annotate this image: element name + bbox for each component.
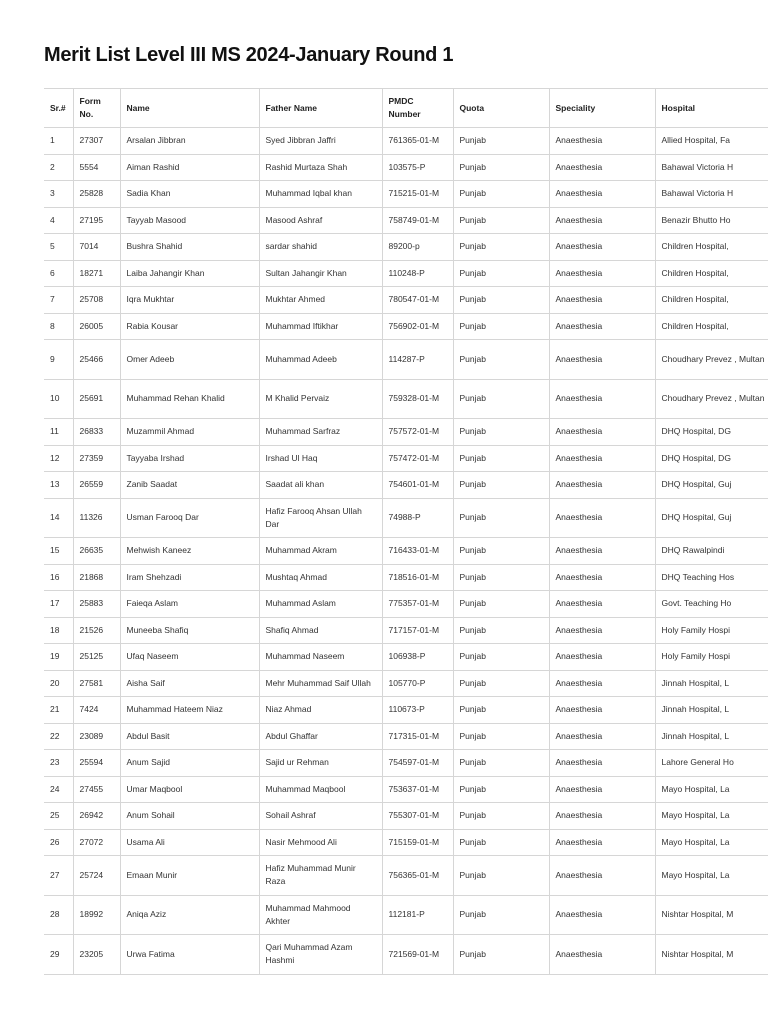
cell-pmdc-number: 105770-P <box>382 670 453 697</box>
cell-form-no: 7424 <box>73 697 120 724</box>
table-row <box>44 776 768 803</box>
table-row <box>44 856 768 896</box>
column-header-speciality: Speciality <box>549 89 655 128</box>
cell-name: Omer Adeeb <box>120 340 259 380</box>
cell-pmdc-number: 761365-01-M <box>382 128 453 155</box>
table-row <box>44 644 768 671</box>
cell-pmdc-number: 775357-01-M <box>382 591 453 618</box>
cell-form-no: 23205 <box>73 935 120 975</box>
cell-form-no: 25466 <box>73 340 120 380</box>
table-row <box>44 670 768 697</box>
cell-speciality: Anaesthesia <box>549 207 655 234</box>
cell-speciality: Anaesthesia <box>549 750 655 777</box>
cell-form-no: 25594 <box>73 750 120 777</box>
column-header-sr: Sr.# <box>44 89 73 128</box>
cell-hospital: Mayo Hospital, La <box>655 856 768 896</box>
cell-father-name: M Khalid Pervaiz <box>259 379 382 419</box>
cell-sr: 12 <box>44 445 73 472</box>
cell-form-no: 26833 <box>73 419 120 446</box>
cell-form-no: 25691 <box>73 379 120 419</box>
cell-hospital: DHQ Rawalpindi <box>655 538 768 565</box>
cell-name: Tayyab Masood <box>120 207 259 234</box>
table-row <box>44 697 768 724</box>
cell-form-no: 25883 <box>73 591 120 618</box>
cell-pmdc-number: 715159-01-M <box>382 829 453 856</box>
table-row <box>44 829 768 856</box>
cell-father-name: Muhammad Aslam <box>259 591 382 618</box>
cell-pmdc-number: 717157-01-M <box>382 617 453 644</box>
table-row <box>44 128 768 155</box>
cell-form-no: 27359 <box>73 445 120 472</box>
cell-quota: Punjab <box>453 234 549 261</box>
cell-father-name: Nasir Mehmood Ali <box>259 829 382 856</box>
cell-name: Usama Ali <box>120 829 259 856</box>
table-row <box>44 591 768 618</box>
cell-form-no: 27455 <box>73 776 120 803</box>
cell-sr: 9 <box>44 340 73 380</box>
cell-hospital: Bahawal Victoria H <box>655 154 768 181</box>
cell-hospital: Jinnah Hospital, L <box>655 723 768 750</box>
cell-quota: Punjab <box>453 803 549 830</box>
column-header-name: Name <box>120 89 259 128</box>
table-row <box>44 803 768 830</box>
cell-quota: Punjab <box>453 260 549 287</box>
cell-pmdc-number: 754597-01-M <box>382 750 453 777</box>
cell-name: Emaan Munir <box>120 856 259 896</box>
cell-hospital: Nishtar Hospital, M <box>655 935 768 975</box>
cell-father-name: Rashid Murtaza Shah <box>259 154 382 181</box>
cell-father-name: Muhammad Adeeb <box>259 340 382 380</box>
cell-speciality: Anaesthesia <box>549 829 655 856</box>
cell-pmdc-number: 106938-P <box>382 644 453 671</box>
cell-father-name: Irshad Ul Haq <box>259 445 382 472</box>
cell-speciality: Anaesthesia <box>549 591 655 618</box>
cell-hospital: Mayo Hospital, La <box>655 776 768 803</box>
cell-quota: Punjab <box>453 776 549 803</box>
cell-pmdc-number: 74988-P <box>382 498 453 538</box>
cell-sr: 26 <box>44 829 73 856</box>
cell-quota: Punjab <box>453 472 549 499</box>
cell-quota: Punjab <box>453 340 549 380</box>
cell-sr: 4 <box>44 207 73 234</box>
cell-father-name: Abdul Ghaffar <box>259 723 382 750</box>
column-header-form-no: Form No. <box>73 89 120 128</box>
cell-speciality: Anaesthesia <box>549 313 655 340</box>
cell-sr: 20 <box>44 670 73 697</box>
cell-speciality: Anaesthesia <box>549 538 655 565</box>
column-header-hospital: Hospital <box>655 89 768 128</box>
cell-pmdc-number: 758749-01-M <box>382 207 453 234</box>
cell-speciality: Anaesthesia <box>549 260 655 287</box>
cell-pmdc-number: 780547-01-M <box>382 287 453 314</box>
cell-father-name: Saadat ali khan <box>259 472 382 499</box>
cell-father-name: Shafiq Ahmad <box>259 617 382 644</box>
cell-form-no: 26559 <box>73 472 120 499</box>
cell-speciality: Anaesthesia <box>549 803 655 830</box>
cell-father-name: Sajid ur Rehman <box>259 750 382 777</box>
cell-father-name: Muhammad Naseem <box>259 644 382 671</box>
cell-pmdc-number: 718516-01-M <box>382 564 453 591</box>
cell-quota: Punjab <box>453 697 549 724</box>
cell-form-no: 18271 <box>73 260 120 287</box>
merit-list-table-container[interactable] <box>44 88 768 975</box>
cell-father-name: Muhammad Maqbool <box>259 776 382 803</box>
cell-sr: 19 <box>44 644 73 671</box>
cell-name: Iqra Mukhtar <box>120 287 259 314</box>
cell-speciality: Anaesthesia <box>549 644 655 671</box>
cell-speciality: Anaesthesia <box>549 697 655 724</box>
cell-father-name: sardar shahid <box>259 234 382 261</box>
cell-name: Zanib Saadat <box>120 472 259 499</box>
cell-pmdc-number: 757472-01-M <box>382 445 453 472</box>
cell-sr: 24 <box>44 776 73 803</box>
cell-sr: 22 <box>44 723 73 750</box>
cell-pmdc-number: 716433-01-M <box>382 538 453 565</box>
table-row <box>44 445 768 472</box>
cell-hospital: Govt. Teaching Ho <box>655 591 768 618</box>
cell-hospital: Holy Family Hospi <box>655 617 768 644</box>
cell-hospital: Choudhary Prevez , Multan <box>655 379 768 419</box>
table-row <box>44 207 768 234</box>
cell-speciality: Anaesthesia <box>549 776 655 803</box>
cell-pmdc-number: 757572-01-M <box>382 419 453 446</box>
cell-hospital: DHQ Hospital, Guj <box>655 472 768 499</box>
table-row <box>44 340 768 380</box>
cell-hospital: Children Hospital, <box>655 234 768 261</box>
cell-form-no: 27307 <box>73 128 120 155</box>
cell-quota: Punjab <box>453 670 549 697</box>
cell-pmdc-number: 753637-01-M <box>382 776 453 803</box>
cell-hospital: Jinnah Hospital, L <box>655 697 768 724</box>
cell-quota: Punjab <box>453 895 549 935</box>
cell-sr: 1 <box>44 128 73 155</box>
cell-sr: 11 <box>44 419 73 446</box>
cell-name: Aniqa Aziz <box>120 895 259 935</box>
cell-form-no: 18992 <box>73 895 120 935</box>
cell-sr: 29 <box>44 935 73 975</box>
cell-hospital: Nishtar Hospital, M <box>655 895 768 935</box>
cell-name: Iram Shehzadi <box>120 564 259 591</box>
page-title: Merit List Level III MS 2024-January Round 1 <box>44 44 454 66</box>
cell-form-no: 26942 <box>73 803 120 830</box>
cell-quota: Punjab <box>453 564 549 591</box>
cell-quota: Punjab <box>453 128 549 155</box>
cell-form-no: 25828 <box>73 181 120 208</box>
cell-sr: 17 <box>44 591 73 618</box>
cell-father-name: Qari Muhammad Azam Hashmi <box>259 935 382 975</box>
cell-hospital: DHQ Hospital, Guj <box>655 498 768 538</box>
cell-pmdc-number: 754601-01-M <box>382 472 453 499</box>
cell-name: Rabia Kousar <box>120 313 259 340</box>
cell-speciality: Anaesthesia <box>549 935 655 975</box>
cell-sr: 8 <box>44 313 73 340</box>
cell-name: Laiba Jahangir Khan <box>120 260 259 287</box>
table-header-row <box>44 89 768 128</box>
column-header-pmdc-number: PMDC Number <box>382 89 453 128</box>
cell-quota: Punjab <box>453 419 549 446</box>
cell-name: Aisha Saif <box>120 670 259 697</box>
cell-hospital: Bahawal Victoria H <box>655 181 768 208</box>
cell-form-no: 23089 <box>73 723 120 750</box>
cell-father-name: Syed Jibbran Jaffri <box>259 128 382 155</box>
cell-speciality: Anaesthesia <box>549 181 655 208</box>
cell-form-no: 27581 <box>73 670 120 697</box>
cell-pmdc-number: 114287-P <box>382 340 453 380</box>
cell-sr: 3 <box>44 181 73 208</box>
cell-quota: Punjab <box>453 181 549 208</box>
cell-quota: Punjab <box>453 723 549 750</box>
table-row <box>44 154 768 181</box>
table-row <box>44 419 768 446</box>
table-body <box>44 128 768 975</box>
cell-name: Aiman Rashid <box>120 154 259 181</box>
cell-quota: Punjab <box>453 313 549 340</box>
table-row <box>44 723 768 750</box>
cell-sr: 16 <box>44 564 73 591</box>
cell-pmdc-number: 715215-01-M <box>382 181 453 208</box>
table-row <box>44 472 768 499</box>
cell-sr: 28 <box>44 895 73 935</box>
cell-father-name: Hafiz Muhammad Munir Raza <box>259 856 382 896</box>
table-row <box>44 313 768 340</box>
cell-form-no: 7014 <box>73 234 120 261</box>
table-row <box>44 260 768 287</box>
merit-list-table <box>44 88 768 975</box>
cell-father-name: Muhammad Iftikhar <box>259 313 382 340</box>
cell-father-name: Mushtaq Ahmad <box>259 564 382 591</box>
cell-pmdc-number: 756902-01-M <box>382 313 453 340</box>
table-row <box>44 564 768 591</box>
table-row <box>44 538 768 565</box>
cell-speciality: Anaesthesia <box>549 895 655 935</box>
cell-name: Ufaq Naseem <box>120 644 259 671</box>
cell-father-name: Muhammad Iqbal khan <box>259 181 382 208</box>
cell-quota: Punjab <box>453 644 549 671</box>
cell-speciality: Anaesthesia <box>549 445 655 472</box>
cell-hospital: Benazir Bhutto Ho <box>655 207 768 234</box>
cell-sr: 14 <box>44 498 73 538</box>
cell-name: Anum Sohail <box>120 803 259 830</box>
cell-father-name: Sohail Ashraf <box>259 803 382 830</box>
cell-form-no: 26005 <box>73 313 120 340</box>
cell-sr: 5 <box>44 234 73 261</box>
cell-speciality: Anaesthesia <box>549 472 655 499</box>
cell-hospital: Lahore General Ho <box>655 750 768 777</box>
cell-name: Tayyaba Irshad <box>120 445 259 472</box>
cell-sr: 6 <box>44 260 73 287</box>
cell-name: Muhammad Rehan Khalid <box>120 379 259 419</box>
cell-sr: 2 <box>44 154 73 181</box>
cell-pmdc-number: 110248-P <box>382 260 453 287</box>
cell-speciality: Anaesthesia <box>549 670 655 697</box>
cell-sr: 25 <box>44 803 73 830</box>
cell-hospital: DHQ Hospital, DG <box>655 445 768 472</box>
cell-quota: Punjab <box>453 750 549 777</box>
cell-quota: Punjab <box>453 207 549 234</box>
cell-hospital: Mayo Hospital, La <box>655 803 768 830</box>
cell-father-name: Hafiz Farooq Ahsan Ullah Dar <box>259 498 382 538</box>
cell-pmdc-number: 717315-01-M <box>382 723 453 750</box>
cell-quota: Punjab <box>453 154 549 181</box>
cell-name: Faieqa Aslam <box>120 591 259 618</box>
cell-name: Muhammad Hateem Niaz <box>120 697 259 724</box>
cell-name: Abdul Basit <box>120 723 259 750</box>
cell-sr: 13 <box>44 472 73 499</box>
cell-name: Muzammil Ahmad <box>120 419 259 446</box>
cell-sr: 23 <box>44 750 73 777</box>
cell-hospital: DHQ Teaching Hos <box>655 564 768 591</box>
cell-form-no: 25724 <box>73 856 120 896</box>
cell-form-no: 21868 <box>73 564 120 591</box>
cell-quota: Punjab <box>453 829 549 856</box>
cell-speciality: Anaesthesia <box>549 856 655 896</box>
cell-hospital: Choudhary Prevez , Multan <box>655 340 768 380</box>
cell-hospital: Children Hospital, <box>655 287 768 314</box>
cell-form-no: 5554 <box>73 154 120 181</box>
cell-pmdc-number: 89200-p <box>382 234 453 261</box>
table-row <box>44 498 768 538</box>
cell-form-no: 27072 <box>73 829 120 856</box>
cell-hospital: Allied Hospital, Fa <box>655 128 768 155</box>
cell-hospital: Holy Family Hospi <box>655 644 768 671</box>
cell-speciality: Anaesthesia <box>549 564 655 591</box>
cell-speciality: Anaesthesia <box>549 340 655 380</box>
cell-name: Mehwish Kaneez <box>120 538 259 565</box>
cell-name: Anum Sajid <box>120 750 259 777</box>
table-row <box>44 379 768 419</box>
cell-quota: Punjab <box>453 498 549 538</box>
table-row <box>44 181 768 208</box>
cell-speciality: Anaesthesia <box>549 379 655 419</box>
cell-form-no: 26635 <box>73 538 120 565</box>
cell-form-no: 27195 <box>73 207 120 234</box>
column-header-father-name: Father Name <box>259 89 382 128</box>
cell-quota: Punjab <box>453 935 549 975</box>
cell-quota: Punjab <box>453 591 549 618</box>
cell-speciality: Anaesthesia <box>549 128 655 155</box>
cell-name: Umar Maqbool <box>120 776 259 803</box>
cell-pmdc-number: 721569-01-M <box>382 935 453 975</box>
cell-father-name: Muhammad Mahmood Akhter <box>259 895 382 935</box>
cell-hospital: Children Hospital, <box>655 313 768 340</box>
cell-pmdc-number: 756365-01-M <box>382 856 453 896</box>
cell-speciality: Anaesthesia <box>549 723 655 750</box>
cell-quota: Punjab <box>453 856 549 896</box>
cell-speciality: Anaesthesia <box>549 498 655 538</box>
table-row <box>44 287 768 314</box>
table-row <box>44 617 768 644</box>
table-row <box>44 234 768 261</box>
cell-pmdc-number: 110673-P <box>382 697 453 724</box>
cell-name: Bushra Shahid <box>120 234 259 261</box>
cell-pmdc-number: 759328-01-M <box>382 379 453 419</box>
cell-speciality: Anaesthesia <box>549 287 655 314</box>
cell-quota: Punjab <box>453 617 549 644</box>
cell-father-name: Masood Ashraf <box>259 207 382 234</box>
cell-form-no: 11326 <box>73 498 120 538</box>
cell-quota: Punjab <box>453 379 549 419</box>
cell-pmdc-number: 103575-P <box>382 154 453 181</box>
cell-father-name: Muhammad Sarfraz <box>259 419 382 446</box>
cell-sr: 21 <box>44 697 73 724</box>
cell-name: Usman Farooq Dar <box>120 498 259 538</box>
cell-form-no: 25125 <box>73 644 120 671</box>
cell-father-name: Sultan Jahangir Khan <box>259 260 382 287</box>
cell-speciality: Anaesthesia <box>549 419 655 446</box>
cell-sr: 27 <box>44 856 73 896</box>
cell-father-name: Mehr Muhammad Saif Ullah <box>259 670 382 697</box>
column-header-quota: Quota <box>453 89 549 128</box>
cell-name: Arsalan Jibbran <box>120 128 259 155</box>
table-row <box>44 935 768 975</box>
cell-hospital: DHQ Hospital, DG <box>655 419 768 446</box>
table-row <box>44 895 768 935</box>
cell-sr: 15 <box>44 538 73 565</box>
table-row <box>44 750 768 777</box>
cell-father-name: Niaz Ahmad <box>259 697 382 724</box>
cell-speciality: Anaesthesia <box>549 617 655 644</box>
cell-father-name: Muhammad Akram <box>259 538 382 565</box>
cell-father-name: Mukhtar Ahmed <box>259 287 382 314</box>
cell-name: Urwa Fatima <box>120 935 259 975</box>
cell-name: Sadia Khan <box>120 181 259 208</box>
cell-quota: Punjab <box>453 538 549 565</box>
cell-pmdc-number: 112181-P <box>382 895 453 935</box>
cell-sr: 7 <box>44 287 73 314</box>
cell-speciality: Anaesthesia <box>549 234 655 261</box>
cell-quota: Punjab <box>453 287 549 314</box>
cell-pmdc-number: 755307-01-M <box>382 803 453 830</box>
cell-sr: 18 <box>44 617 73 644</box>
cell-hospital: Children Hospital, <box>655 260 768 287</box>
cell-form-no: 25708 <box>73 287 120 314</box>
cell-form-no: 21526 <box>73 617 120 644</box>
cell-hospital: Jinnah Hospital, L <box>655 670 768 697</box>
cell-hospital: Mayo Hospital, La <box>655 829 768 856</box>
cell-name: Muneeba Shafiq <box>120 617 259 644</box>
cell-sr: 10 <box>44 379 73 419</box>
cell-speciality: Anaesthesia <box>549 154 655 181</box>
cell-quota: Punjab <box>453 445 549 472</box>
